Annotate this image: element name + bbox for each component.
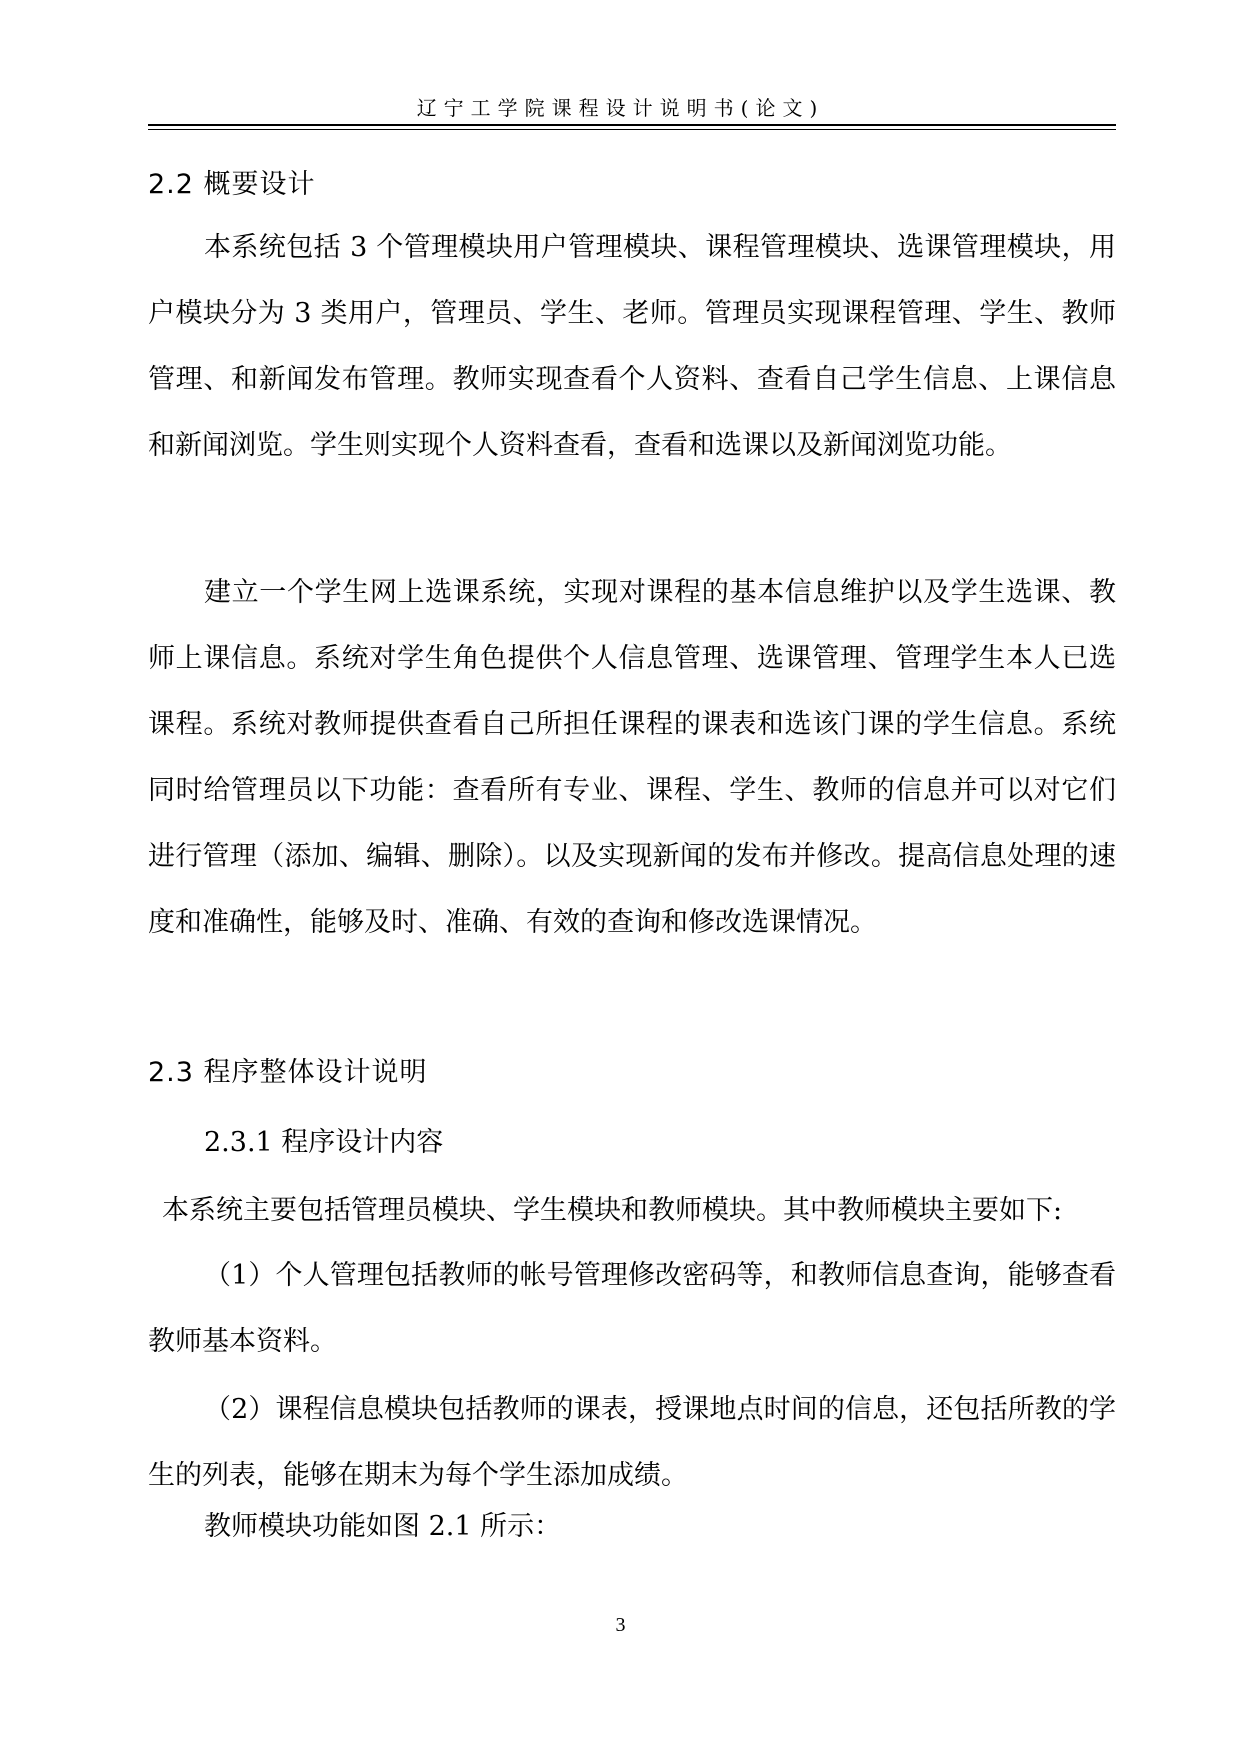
section-heading-2-2: 2.2 概要设计	[148, 169, 316, 200]
paragraph-modules-intro: 本系统主要包括管理员模块、学生模块和教师模块。其中教师模块主要如下:	[162, 1195, 1063, 1226]
paragraph-system-description: 建立一个学生网上选课系统，实现对课程的基本信息维护以及学生选课、教师上课信息。系统对学生角色提供个人信息管理、选课管理、管理学生本人已选课程。系统对教师提供查看自己所担任课程的课表和选该门课的学生信息。系统同时给管理员以下功能：查看所有专业、课程、学生、教师的信息并可以对它们进行管理（添加、编辑、删除）。以及实现新闻的发布并修改。提高信息处理的速度和准确性，能够及时、准确、有效的查询和修改选课情况。	[148, 577, 1116, 938]
running-header: 辽宁工学院课程设计说明书(论文)	[416, 96, 825, 120]
header-rule	[148, 124, 1116, 126]
list-item-personal-management: （1）个人管理包括教师的帐号管理修改密码等，和教师信息查询，能够查看教师基本资料。	[148, 1260, 1116, 1357]
figure-reference: 教师模块功能如图 2.1 所示：	[204, 1511, 562, 1542]
header-rule-thin	[148, 129, 1116, 130]
page-number: 3	[615, 1614, 626, 1636]
paragraph-overview: 本系统包括 3 个管理模块用户管理模块、课程管理模块、选课管理模块，用户模块分为 3 类用户，管理员、学生、老师。管理员实现课程管理、学生、教师管理、和新闻发布管理。教师实现查看个人资料、查看自己学生信息、上课信息和新闻浏览。学生则实现个人资料查看，查看和选课以及新闻浏览功能。	[148, 232, 1116, 461]
subsection-heading-2-3-1: 2.3.1 程序设计内容	[204, 1127, 444, 1158]
section-heading-2-3: 2.3 程序整体设计说明	[148, 1057, 428, 1088]
list-item-course-information: （2）课程信息模块包括教师的课表，授课地点时间的信息，还包括所教的学生的列表，能够在期末为每个学生添加成绩。	[148, 1394, 1116, 1491]
